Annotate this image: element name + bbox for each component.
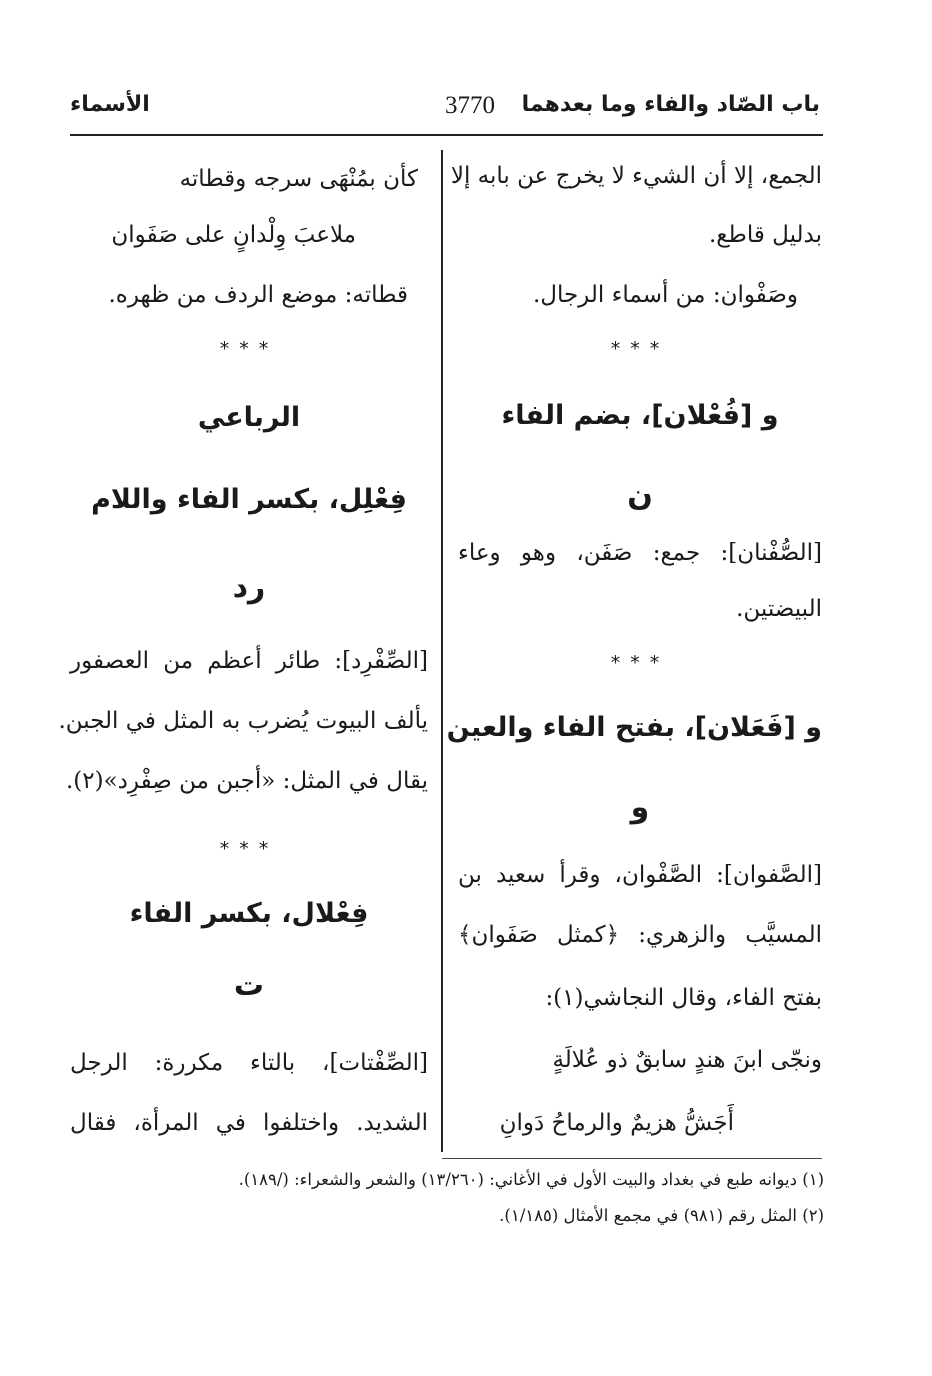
left-line-14: [الصِّفْتات]، بالتاء مكررة: الرجل <box>70 1050 428 1076</box>
right-line-3: وصَفْوان: من أسماء الرجال. <box>532 282 798 308</box>
page-number: 3770 <box>445 92 495 119</box>
running-header-chapter-title: الأسماء <box>70 92 150 117</box>
section-separator-stars: *** <box>610 652 670 674</box>
verse-line-2: أَجَشُّ هزيمٌ والرماحُ دَوانِ <box>499 1110 734 1136</box>
right-line-1: الجمع، إلا أن الشيء لا يخرج عن بابه إلا <box>450 163 822 189</box>
running-header-section-title: باب الصّاد والفاء وما بعدهما <box>521 92 820 117</box>
section-heading-rubai: الرباعي <box>197 402 301 433</box>
section-heading-fulan: و [فُعْلان]، بضم الفاء <box>501 400 779 431</box>
section-separator-stars: *** <box>610 338 670 360</box>
verse-line-1: كأن بمُنْهَى سرجه وقطاته <box>179 166 418 192</box>
right-line-14: بفتح الفاء، وقال النجاشي(١): <box>545 985 822 1011</box>
column-divider <box>441 150 443 1152</box>
section-heading-filal: فِعْلال، بكسر الفاء <box>129 898 369 929</box>
right-line-8: البيضتين. <box>736 596 822 622</box>
section-separator-stars: *** <box>219 838 279 860</box>
letter-heading-ra-dal: رد <box>232 570 266 605</box>
letter-heading-ta: ت <box>233 968 265 1003</box>
left-line-10: يقال في المثل: «أجبن من صِفْرِد»(٢). <box>65 768 428 794</box>
section-heading-faalan: و [فَعَلان]، بفتح الفاء والعين <box>446 712 822 743</box>
left-line-3: قطاته: موضع الردف من ظهره. <box>108 282 408 308</box>
letter-heading-nun: ن <box>627 478 653 513</box>
header-rule <box>70 134 823 136</box>
left-line-15: الشديد. واختلفوا في المرأة، فقال <box>70 1110 428 1136</box>
left-line-9: يألف البيوت يُضرب به المثل في الجبن. <box>58 708 428 734</box>
footnote-rule <box>442 1158 822 1159</box>
section-separator-stars: *** <box>219 338 279 360</box>
right-line-2: بدليل قاطع. <box>708 222 822 248</box>
right-line-12: [الصَّفوان]: الصَّفْوان، وقرأ سعيد بن <box>458 862 822 888</box>
right-line-7: [الصُّفْنان]: جمع: صَفَن، وهو وعاء <box>458 540 822 566</box>
footnote-1: (١) ديوانه طبع في بغداد والبيت الأول في الأغاني: (١٣/٢٦٠) والشعر والشعراء: (/١٨٩). <box>238 1170 824 1189</box>
footnote-2: (٢) المثل رقم (٩٨١) في مجمع الأمثال (١/١٨٥). <box>499 1206 824 1225</box>
letter-heading-waw: و <box>630 790 650 825</box>
verse-line-2: ملاعبَ وِلْدانٍ على صَفَوان <box>111 222 356 248</box>
left-line-8: [الصِّفْرِد]: طائر أعظم من العصفور <box>70 648 428 674</box>
verse-line-1: ونجّى ابنَ هندٍ سابقٌ ذو عُلالَةٍ <box>552 1047 822 1073</box>
right-line-13: المسيَّب والزهري: ﴿كمثل صَفَوان﴾ <box>458 922 822 948</box>
section-heading-filil: فِعْلِل، بكسر الفاء واللام <box>91 484 407 515</box>
